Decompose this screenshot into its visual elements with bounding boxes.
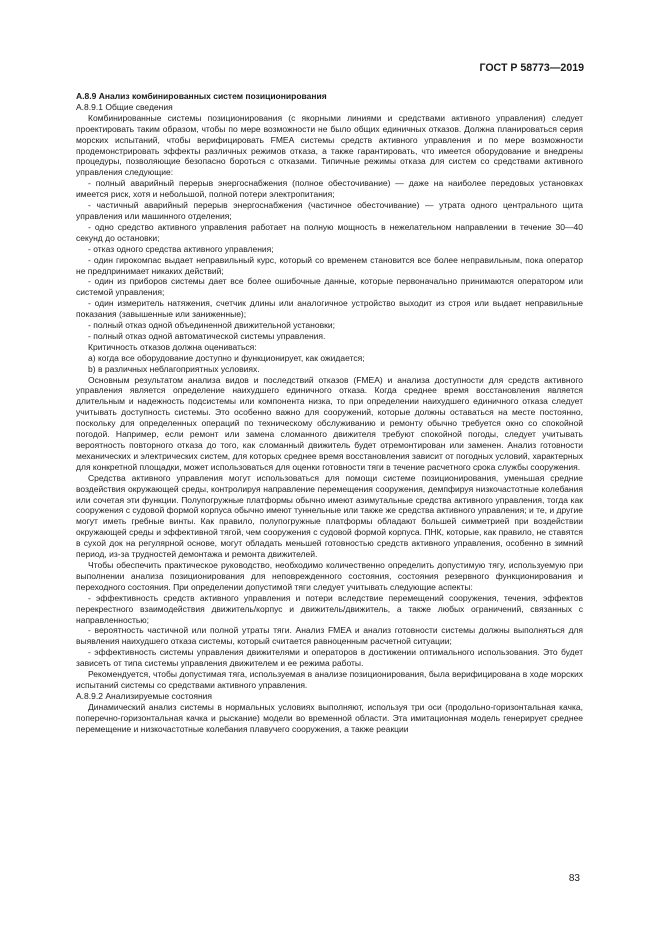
page-content [76, 91, 583, 734]
paragraph: Комбинированные системы позиционирования (с якорными линиями и средствами активного управления) следует проектировать таким образом, чтобы по мере возможности не было общих единичных отказов. Должна планироваться серия морских испытаний, чтобы верифицировать FMEA системы средств активного управления и по мере возможности продемонстрировать эффекты различных режимов отказа, а также гарантировать, что имеется оборудование и внедрены процедуры, позволяющие безопасно бороться с отказами. Типичные режимы отказа для систем со средствами активного управления следующие: [76, 112, 583, 178]
list-item: - один гирокомпас выдает неправильный курс, который со временем становится все более неправильным, пока оператор не предпринимает никаких действий; [76, 254, 583, 276]
subsection-title-states: А.8.9.2 Анализируемые состояния [76, 690, 213, 701]
paragraph: Средства активного управления могут использоваться для помощи системе позиционирования, уменьшая средние воздействия окружающей среды, контролируя направление перемещения сооружения, демпфируя низкочастотные колебания или сочетая эти функции. Полупогружные платформы обычно имеют азимутальные средства активного управления, тогда как сооружения с судовой формой корпуса обычно имеют туннельные или также же средства активного управления; и те, и другие могут иметь гребные винты. Как правило, полупогружные платформы обладают большей симметрией при воздействии окружающей среды и эффективной тягой, чем сооружения с судовой формой корпуса. ПНК, которые, как правило, не ставятся в сухой док на регулярной основе, могут обладать меньшей готовностью средств активного управления, особенно в зимний период, из-за трудностей демонтажа и ремонта движителей. [76, 472, 583, 560]
list-item: - один из приборов системы дает все более ошибочные данные, которые первоначально принимаются оператором или системой управления; [76, 276, 583, 298]
paragraph: Критичность отказов должна оцениваться: [88, 341, 257, 352]
list-item: b) в различных неблагоприятных условиях. [88, 363, 260, 374]
paragraph: Чтобы обеспечить практическое руководство, необходимо количественно определить допустимую тягу, используемую при выполнении анализа позиционирования для неповрежденного состояния, состояния резервного функционирования и переходного состояния. При определении допустимой тяги следует учитывать следующие аспекты: [76, 559, 583, 592]
list-item: а) когда все оборудование доступно и функционирует, как ожидается; [88, 352, 365, 363]
list-item: - эффективность средств активного управления и потери вследствие перемещений сооружения, течения, эффектов перекрестного взаимодействия движитель/корпус и движитель/движитель, а также любых ограничений, связанных с направленностью; [76, 592, 583, 625]
list-item: - один измеритель натяжения, счетчик длины или аналогичное устройство выходит из строя или выдает неправильные показания (завышенные или заниженные); [76, 298, 583, 320]
paragraph: Рекомендуется, чтобы допустимая тяга, используемая в анализе позиционирования, была верифицирована в ходе морских испытаний системы со средствами активного управления. [76, 669, 583, 690]
list-item: - отказ одного средства активного управления; [88, 243, 274, 254]
list-item: - полный отказ одной объединенной движительной установки; [88, 320, 335, 331]
subsection-title-general: А.8.9.1 Общие сведения [76, 101, 173, 112]
list-item: - вероятность частичной или полной утраты тяги. Анализ FMEA и анализ готовности системы должны выполняться для выявления наихудшего отказа системы, который считается равноценным расчетной ситуации; [76, 625, 583, 647]
list-item: - полный аварийный перерыв энергоснабжения (полное обесточивание) — даже на наиболее передовых установках имеется риск, хотя и небольшой, полной потери электропитания; [76, 178, 583, 200]
list-item: - частичный аварийный перерыв энергоснабжения (частичное обесточивание) — утрата одного центрального щита управления или машинного отделения; [76, 200, 583, 221]
list-item: - полный отказ одной автоматической системы управления. [88, 330, 326, 341]
list-item: - одно средство активного управления работает на полную мощность в нежелательном направлении в течение 30—40 секунд до остановки; [76, 221, 583, 243]
section-title: А.8.9 Анализ комбинированных систем позиционирования [76, 91, 327, 101]
page-number: 83 [568, 873, 580, 884]
paragraph: Динамический анализ системы в нормальных условиях выполняют, используя три оси (продольно-горизонтальная качка, поперечно-горизонтальная качка и рыскание) модели во временной области. Эта имитационная модель генерирует среднее перемещение и низкочастотные колебания плавучего сооружения, а также реакции [76, 701, 583, 734]
list-item: - эффективность системы управления движителями и операторов в достижении оптимального использования. Это будет зависеть от типа системы управления движителем и ее режима работы. [76, 647, 583, 669]
standard-header: ГОСТ Р 58773—2019 [479, 62, 584, 74]
paragraph: Основным результатом анализа видов и последствий отказов (FMEA) и анализа доступности для средств активного управления является определение наихудшего единичного отказа. Когда среднее время восстановления является длительным и надежность подсистемы или компонента низка, то при определении наихудшего единичного отказа следует учитывать доступность системы. Это особенно важно для сооружений, которые должны оставаться на месте постоянно, поскольку для определенных операций по техническому обслуживанию и ремонту обычно требуется окно со спокойной погодой. Например, если ремонт или замена сломанного движителя требуют спокойной погоды, следует учитывать вероятность повторного отказа до того, как сломанный движитель будет отремонтирован или заменен. Анализ готовности механических и электрических систем, для которых среднее время восстановления зависит от погодных условий, характерных для конкретной площадки, может использоваться для оценки готовности тяги в течение расчетного срока службы сооружения. [76, 374, 583, 472]
